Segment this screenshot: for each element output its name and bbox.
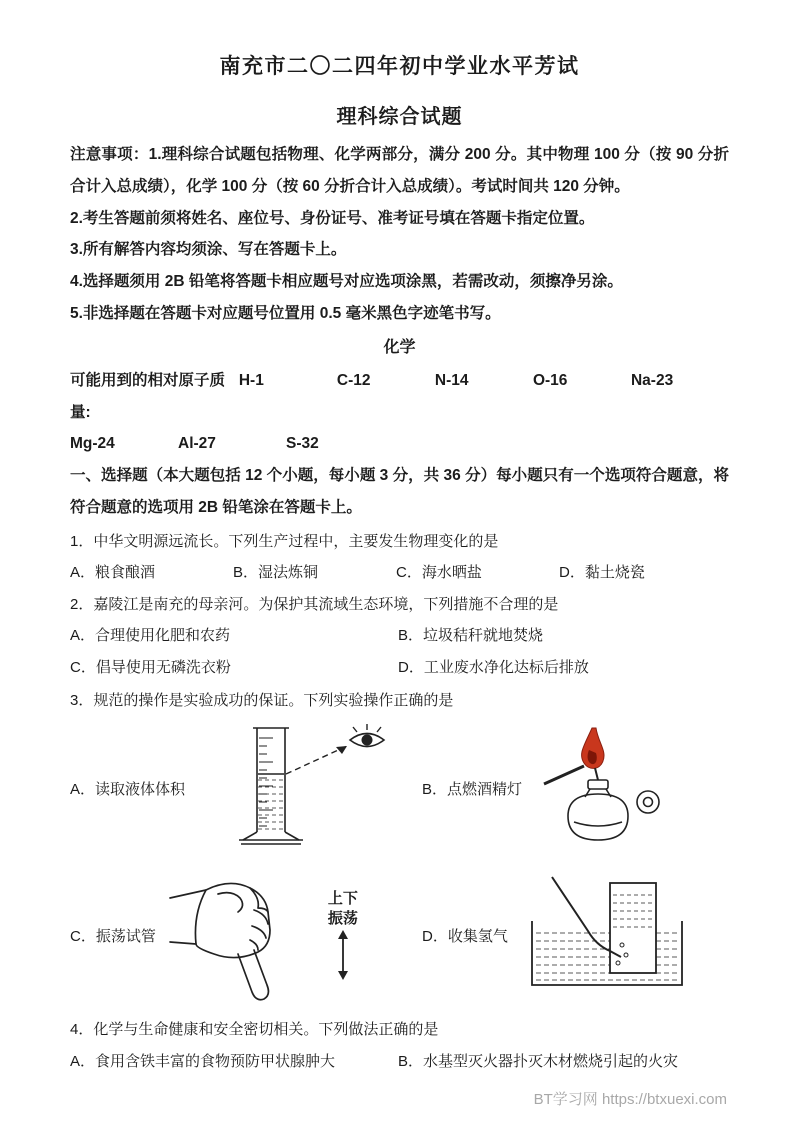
up-down-arrow-icon [334, 929, 352, 981]
q3-option-a: A．读取液体体积 [70, 780, 186, 798]
q2-option-a: A．合理使用化肥和农药 [70, 627, 231, 645]
q1-option-b: B．湿法炼铜 [233, 564, 319, 582]
notice-line-5: 5.非选择题在答题卡对应题号位置用 0.5 毫米黑色字迹笔书写。 [70, 304, 501, 322]
q3-option-c: C．振荡试管 [70, 927, 156, 945]
atomic-masses-row-2 [70, 428, 729, 460]
question-3-stem: 3．规范的操作是实验成功的保证。下列实验操作正确的是 [70, 691, 454, 709]
shake-annotation [328, 889, 358, 982]
gas-collection-figure [518, 875, 696, 995]
question-1-stem: 1．中华文明源远流长。下列生产过程中，主要发生物理变化的是 [70, 532, 499, 550]
atomic-mass-mg: Mg-24 [70, 435, 115, 453]
atomic-masses-row-1 [70, 365, 729, 429]
q1-option-c: C．海水晒盐 [396, 564, 482, 582]
atomic-mass-o: O-16 [532, 371, 568, 389]
q3-option-d: D．收集氢气 [422, 927, 508, 945]
question-4 [70, 1014, 729, 1078]
notice-line-2: 2.考生答题前须将姓名、座位号、身份证号、准考证号填在答题卡指定位置。 [70, 209, 595, 227]
question-2 [70, 589, 729, 685]
alcohol-lamp-figure [532, 722, 682, 854]
q3-cell-a [70, 722, 422, 854]
question-4-stem: 4．化学与生命健康和安全密切相关。下列做法正确的是 [70, 1021, 439, 1039]
notice-line-1: 注意事项：1.理科综合试题包括物理、化学两部分，满分 200 分。其中物理 100 分（按 90 分折合计入总成绩），化学 100 分（按 60 分折合计入总成绩）。考试时间共 120 分钟。 [70, 146, 729, 195]
q3-cell-b [422, 722, 729, 854]
q2-option-d: D．工业废水净化达标后排放 [398, 659, 589, 677]
q3-option-b: B．点燃酒精灯 [422, 780, 523, 798]
notice-line-3: 3.所有解答内容均须涂、写在答题卡上。 [70, 241, 347, 259]
exam-subtitle: 理科综合试题 [336, 106, 463, 128]
q1-option-a: A．粮食酿酒 [70, 564, 156, 582]
question-2-stem: 2．嘉陵江是南充的母亲河。为保护其流域生态环境，下列措施不合理的是 [70, 595, 559, 613]
atomic-mass-n: N-14 [434, 371, 469, 389]
atomic-mass-al: Al-27 [178, 435, 216, 453]
q2-option-c: C．倡导使用无磷洗衣粉 [70, 659, 231, 677]
eye-icon [350, 724, 384, 747]
q3-cell-c [70, 866, 422, 1004]
question-4-options [70, 1046, 729, 1078]
question-3-figures [70, 722, 729, 1004]
atomic-mass-s: S-32 [286, 435, 319, 453]
atomic-mass-h: H-1 [238, 371, 264, 389]
watermark-footer: BT学习网 https://btxuexi.com [533, 1090, 727, 1108]
question-1 [70, 526, 729, 589]
question-2-options [70, 620, 729, 685]
question-1-options [70, 557, 729, 589]
hand-shaking-test-tube-figure [166, 866, 316, 1004]
atomic-mass-c: C-12 [336, 371, 371, 389]
q1-option-d: D．黏土烧瓷 [559, 564, 645, 582]
exam-title: 南充市二〇二四年初中学业水平芳试 [219, 55, 580, 78]
chemistry-section-heading: 化学 [383, 338, 416, 356]
graduated-cylinder-figure [195, 722, 400, 854]
q4-option-b: B．水基型灭火器扑灭木材燃烧引起的火灾 [398, 1052, 679, 1070]
q4-option-a: A．食用含铁丰富的食物预防甲状腺肿大 [70, 1052, 336, 1070]
atomic-mass-na: Na-23 [630, 371, 674, 389]
notice-line-4: 4.选择题须用 2B 铅笔将答题卡相应题号对应选项涂黑，若需改动，须擦净另涂。 [70, 273, 623, 291]
section-1-intro: 一、选择题（本大题包括 12 个小题，每小题 3 分，共 36 分）每小题只有一个选项符合题意，将符合题意的选项用 2B 铅笔涂在答题卡上。 [70, 467, 729, 516]
shake-annotation-line-2: 振荡 [327, 910, 358, 928]
atomic-masses-label: 可能用到的相对原子质量: [70, 371, 226, 421]
q3-cell-d [422, 866, 729, 1004]
question-3 [70, 685, 729, 1015]
shake-annotation-line-1: 上下 [327, 889, 358, 907]
q2-option-b: B．垃圾秸秆就地焚烧 [398, 627, 544, 645]
